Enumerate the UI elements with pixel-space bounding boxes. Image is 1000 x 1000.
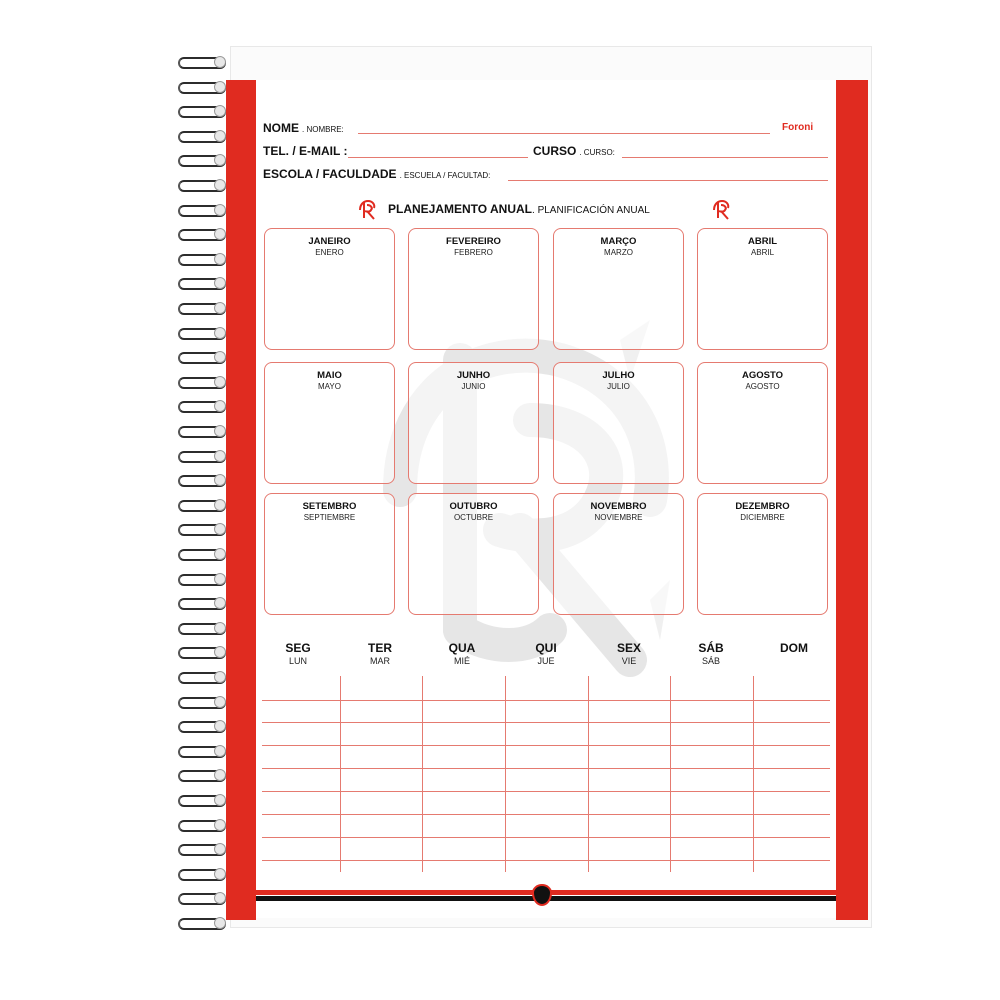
weekday-header-tue (350, 641, 410, 666)
month-name-es: DICIEMBRE (740, 513, 785, 522)
curso-label: CURSO (533, 144, 577, 158)
punch-hole (214, 745, 226, 757)
weekday-name: QUI (535, 641, 557, 655)
spiral-ring (176, 546, 232, 560)
weekday-header-mon (268, 641, 328, 666)
name-field-row (263, 121, 344, 137)
month-name: FEVEREIRO (446, 236, 501, 247)
spiral-ring (176, 325, 232, 339)
grid-col-line (588, 676, 589, 872)
weekday-name-es: JUE (537, 656, 555, 666)
weekday-name-es: MAR (370, 656, 390, 666)
spiral-ring (176, 644, 232, 658)
weekday-name: TER (368, 641, 392, 655)
month-box-may[interactable] (264, 362, 395, 484)
spiral-ring (176, 79, 232, 93)
month-box-april[interactable] (697, 228, 828, 350)
grid-col-line (422, 676, 423, 872)
spiral-ring (176, 202, 232, 216)
spiral-ring (176, 571, 232, 585)
spiral-ring (176, 620, 232, 634)
grid-row-line (262, 700, 830, 701)
punch-hole (214, 204, 226, 216)
weekday-header-fri (599, 641, 659, 666)
month-name-es: NOVIEMBRE (594, 513, 643, 522)
grid-row-line (262, 837, 830, 838)
month-name-es: SEPTIEMBRE (303, 513, 356, 522)
grid-row-line (262, 768, 830, 769)
name-label: NOME (263, 121, 299, 135)
punch-hole (214, 376, 226, 388)
month-name: JULHO (602, 370, 635, 381)
grid-col-line (505, 676, 506, 872)
spiral-ring (176, 152, 232, 166)
weekday-name-es: SÁB (701, 656, 720, 666)
spiral-ring (176, 448, 232, 462)
spiral-ring (176, 251, 232, 265)
tel-email-line[interactable] (348, 157, 528, 158)
punch-hole (214, 573, 226, 585)
month-box-august[interactable] (697, 362, 828, 484)
annual-planning-title (388, 202, 650, 216)
punch-hole (214, 179, 226, 191)
spiral-ring (176, 595, 232, 609)
punch-hole (214, 499, 226, 511)
punch-hole (214, 794, 226, 806)
month-name: MARÇO (600, 236, 637, 247)
month-box-september[interactable] (264, 493, 395, 615)
weekday-name: SÁB (698, 641, 724, 655)
spiral-ring (176, 817, 232, 831)
month-box-november[interactable] (553, 493, 684, 615)
month-name: JUNHO (456, 370, 491, 381)
grid-row-line (262, 860, 830, 861)
spiral-ring (176, 497, 232, 511)
punch-hole (214, 302, 226, 314)
month-name: SETEMBRO (302, 501, 357, 512)
punch-hole (214, 868, 226, 880)
grid-col-line (670, 676, 671, 872)
crf-monogram-watermark-icon (330, 300, 690, 680)
spiral-ring (176, 915, 232, 929)
month-name-es: ABRIL (750, 248, 775, 257)
spiral-ring (176, 349, 232, 363)
punch-hole (214, 819, 226, 831)
punch-hole (214, 425, 226, 437)
flamengo-crest-icon (710, 199, 732, 221)
grid-row-line (262, 722, 830, 723)
curso-line[interactable] (622, 157, 828, 158)
month-name-es: MAYO (318, 382, 341, 391)
month-box-december[interactable] (697, 493, 828, 615)
punch-hole (214, 56, 226, 68)
month-name-es: JUNIO (461, 382, 486, 391)
weekday-name: QUA (448, 641, 476, 655)
spiral-ring (176, 792, 232, 806)
month-name: AGOSTO (742, 370, 783, 381)
punch-hole (214, 327, 226, 339)
spiral-ring (176, 177, 232, 191)
school-field-row (263, 167, 490, 183)
grid-col-line (340, 676, 341, 872)
punch-hole (214, 253, 226, 265)
spiral-ring (176, 54, 232, 68)
school-label-es: . ESCUELA / FACULTAD: (399, 171, 491, 180)
spiral-ring (176, 374, 232, 388)
tel-field-row (263, 144, 347, 160)
spiral-ring (176, 866, 232, 880)
spiral-ring (176, 103, 232, 117)
month-name: NOVEMBRO (590, 501, 647, 512)
month-box-july[interactable] (553, 362, 684, 484)
month-name-es: ENERO (315, 248, 344, 257)
punch-hole (214, 450, 226, 462)
month-name-es: JULIO (607, 382, 630, 391)
spiral-binding (176, 50, 236, 950)
spiral-ring (176, 694, 232, 708)
grid-row-line (262, 791, 830, 792)
school-label: ESCOLA / FACULDADE (263, 167, 397, 181)
punch-hole (214, 671, 226, 683)
name-label-es: . NOMBRE: (302, 125, 344, 134)
flamengo-crest-icon (356, 199, 378, 221)
spiral-ring (176, 669, 232, 683)
red-right-band (836, 80, 868, 920)
month-box-june[interactable] (408, 362, 539, 484)
grid-col-line (753, 676, 754, 872)
weekday-name: SEX (616, 641, 641, 655)
month-box-march[interactable] (553, 228, 684, 350)
spiral-ring (176, 743, 232, 757)
grid-row-line (262, 745, 830, 746)
punch-hole (214, 696, 226, 708)
weekday-name: SEG (285, 641, 311, 655)
weekday-header-sun (764, 641, 824, 656)
month-name-es: FEBRERO (454, 248, 493, 257)
month-name: DEZEMBRO (735, 501, 790, 512)
month-name: ABRIL (747, 236, 778, 247)
month-name: OUTUBRO (449, 501, 498, 512)
weekday-header-thu (516, 641, 576, 666)
weekday-name-es: VIE (621, 656, 637, 666)
weekday-name-es: MIÉ (453, 656, 470, 666)
punch-hole (214, 81, 226, 93)
brand-logo: Foroni (782, 122, 814, 133)
month-name: JANEIRO (308, 236, 351, 247)
punch-hole (214, 548, 226, 560)
month-name-es: MARZO (604, 248, 633, 257)
spiral-ring (176, 423, 232, 437)
spiral-ring (176, 128, 232, 142)
weekday-header-wed (432, 641, 492, 666)
punch-hole (214, 130, 226, 142)
spiral-ring (176, 890, 232, 904)
spiral-ring (176, 472, 232, 486)
curso-field-row (533, 144, 615, 160)
annual-planning-title-es: . PLANIFICACIÓN ANUAL (532, 205, 650, 216)
punch-hole (214, 917, 226, 929)
spiral-ring (176, 226, 232, 240)
spiral-ring (176, 398, 232, 412)
month-box-february[interactable] (408, 228, 539, 350)
spiral-ring (176, 841, 232, 855)
punch-hole (214, 622, 226, 634)
name-line[interactable] (358, 133, 770, 134)
month-box-october[interactable] (408, 493, 539, 615)
annual-planning-title-pt: PLANEJAMENTO ANUAL (388, 202, 533, 216)
weekday-name-es: LUN (288, 656, 307, 666)
spiral-ring (176, 521, 232, 535)
tel-email-label: TEL. / E-MAIL : (263, 144, 348, 158)
spiral-ring (176, 718, 232, 732)
weekday-name: DOM (780, 641, 808, 655)
spiral-ring (176, 767, 232, 781)
month-name: MAIO (317, 370, 342, 381)
spiral-ring (176, 300, 232, 314)
grid-row-line (262, 814, 830, 815)
spiral-ring (176, 275, 232, 289)
month-name-es: OCTUBRE (453, 513, 494, 522)
curso-label-es: . CURSO: (579, 148, 615, 157)
month-box-january[interactable] (264, 228, 395, 350)
school-line[interactable] (508, 180, 828, 181)
weekday-header-sat (681, 641, 741, 666)
month-name-es: AGOSTO (745, 382, 780, 391)
